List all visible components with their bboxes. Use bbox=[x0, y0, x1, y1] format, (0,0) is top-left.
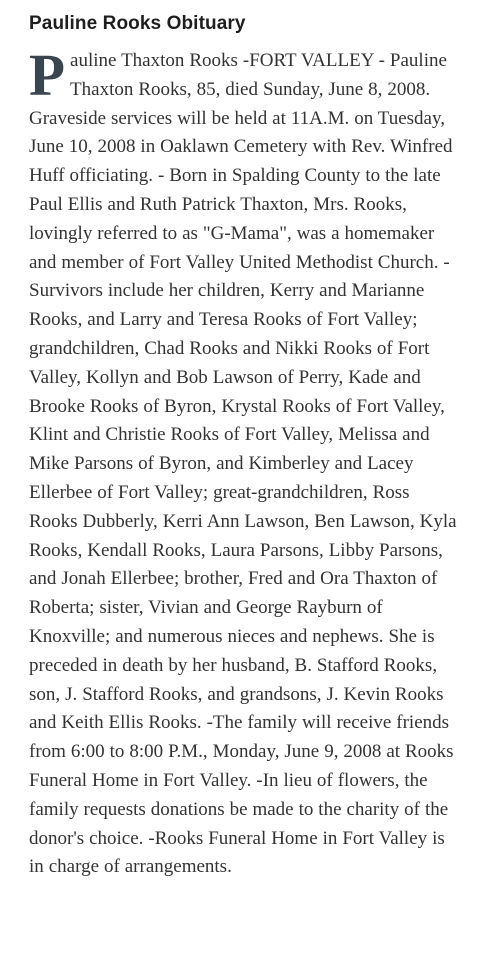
obituary-text: auline Thaxton Rooks -FORT VALLEY - Pauline Thaxton Rooks, 85, died Sunday, June 8, 2008. Graveside services will be held at 11A.M. on Tuesday, June 10, 2008 in Oaklawn Cemetery with Rev. Winfred Huff officiating. - Born in Spalding County to the late Paul Ellis and Ruth Patrick Thaxton, Mrs. Rooks, lovingly referred to as "G-Mama", was a homemaker and member of Fort Valley United Methodist Church. - Survivors include her children, Kerry and Marianne Rooks, and Larry and Teresa Rooks of Fort Valley; grandchildren, Chad Rooks and Nikki Rooks of Fort Valley, Kollyn and Bob Lawson of Perry, Kade and Brooke Rooks of Byron, Krystal Rooks of Fort Valley, Klint and Christie Rooks of Fort Valley, Melissa and Mike Parsons of Byron, and Kimberley and Lacey Ellerbee of Fort Valley; great-grandchildren, Ross Rooks Dubberly, Kerri Ann Lawson, Ben Lawson, Kyla Rooks, Kendall Rooks, Laura Parsons, Libby Parsons, and Jonah Ellerbee; brother, Fred and Ora Thaxton of Roberta; sister, Vivian and George Rayburn of Knoxville; and numerous nieces and nephews. She is preceded in death by her husband, B. Stafford Rooks, son, J. Stafford Rooks, and grandsons, J. Kevin Rooks and Keith Ellis Rooks. -The family will receive friends from 6:00 to 8:00 P.M., Monday, June 9, 2008 at Rooks Funeral Home in Fort Valley. -In lieu of flowers, the family requests donations be made to the charity of the donor's choice. -Rooks Funeral Home in Fort Valley is in charge of arrangements. bbox=[29, 50, 457, 878]
obituary-body bbox=[29, 42, 459, 882]
page-title: Pauline Rooks Obituary bbox=[29, 13, 246, 34]
drop-cap: P bbox=[29, 42, 66, 108]
